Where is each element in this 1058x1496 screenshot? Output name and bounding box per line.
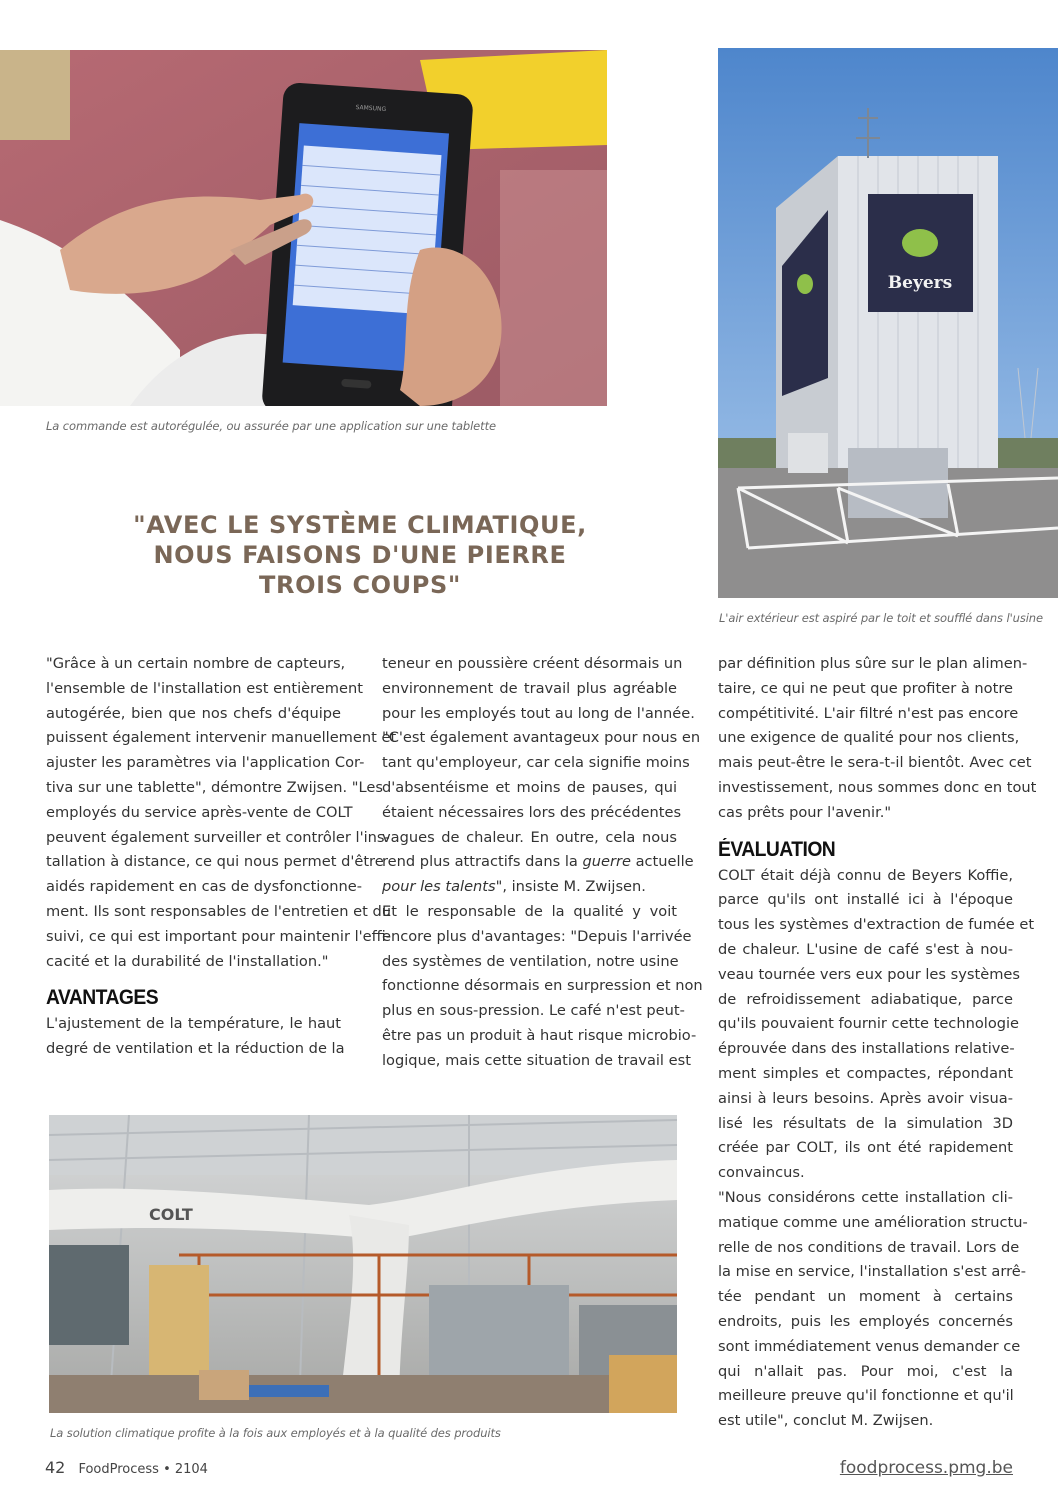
text-line xyxy=(382,850,694,875)
paragraph xyxy=(46,652,397,974)
text-line: relle de nos conditions de travail. Lors de xyxy=(718,1238,1020,1256)
text-line: sont immédiatement venus demander ce xyxy=(718,1337,1021,1355)
text-line: Et le responsable de la qualité y voit xyxy=(382,902,677,920)
paragraph xyxy=(718,864,1035,1186)
text-line: mais peut-être le sera-t-il bientôt. Avec cet xyxy=(718,754,1032,772)
text-line: ment. Ils sont responsables de l'entretien et du xyxy=(46,902,392,920)
text-line: "Nous considérons cette installation cli- xyxy=(718,1188,1013,1206)
text-line: qui n'allait pas. Pour moi, c'est la xyxy=(718,1362,1013,1380)
article-column-3 xyxy=(718,652,1037,1434)
text-line: pour les employés tout au long de l'année. xyxy=(382,704,695,722)
pull-quote-line: TROIS COUPS" xyxy=(259,571,461,599)
paragraph xyxy=(718,652,1037,826)
text-line: tous les systèmes d'extraction de fumée et xyxy=(718,916,1035,934)
text-line: peuvent également surveiller et contrôler l'ins- xyxy=(46,828,390,846)
text-line xyxy=(382,875,677,900)
building-caption: L'air extérieur est aspiré par le toit et soufflé dans l'usine xyxy=(719,611,1043,625)
colt-duct-logo: COLT xyxy=(149,1205,193,1224)
text-fragment: ", insiste M. Zwijsen. xyxy=(495,878,646,896)
text-line: encore plus d'avantages: "Depuis l'arrivée xyxy=(382,927,692,945)
text-line: veau tournée vers eux pour les systèmes xyxy=(718,965,1020,983)
article-column-2 xyxy=(382,652,703,1074)
text-line: tée pendant un moment à certains xyxy=(718,1288,1013,1306)
text-line: étaient nécessaires lors des précédentes xyxy=(382,803,682,821)
text-line: qu'ils pouvaient fournir cette technologie xyxy=(718,1015,1020,1033)
text-line: L'ajustement de la température, le haut xyxy=(46,1015,341,1033)
text-line: des systèmes de ventilation, notre usine xyxy=(382,952,679,970)
section-heading-avantages: AVANTAGES xyxy=(46,986,159,1010)
text-line: COLT était déjà connu de Beyers Koffie, xyxy=(718,866,1013,884)
text-line: endroits, puis les employés concernés xyxy=(718,1312,1013,1330)
text-line: tiva sur une tablette", démontre Zwijsen. "Les xyxy=(46,778,383,796)
page-number: 42 xyxy=(45,1458,66,1477)
text-line: plus en sous-pression. Le café n'est peut- xyxy=(382,1002,685,1020)
paragraph xyxy=(382,652,701,900)
text-line: parce qu'ils ont installé ici à l'époque xyxy=(718,891,1013,909)
text-line: une exigence de qualité pour nos clients, xyxy=(718,729,1020,747)
text-line: autogérée, bien que nos chefs d'équipe xyxy=(46,704,341,722)
text-fragment: actuelle xyxy=(630,853,694,871)
text-line: investissement, nous sommes donc en tout xyxy=(718,778,1037,796)
text-line: l'ensemble de l'installation est entièrement xyxy=(46,679,363,697)
text-line: de refroidissement adiabatique, parce xyxy=(718,990,1013,1008)
tablet-photo xyxy=(0,50,607,406)
text-line: fonctionne désormais en surpression et non xyxy=(382,977,703,995)
paragraph xyxy=(718,1186,1028,1434)
text-line: meilleure preuve qu'il fonctionne et qu'il xyxy=(718,1387,1014,1405)
factory-caption: La solution climatique profite à la fois aux employés et à la qualité des produits xyxy=(50,1426,501,1440)
text-line: être pas un produit à haut risque microbio- xyxy=(382,1026,697,1044)
text-line: vagues de chaleur. En outre, cela nous xyxy=(382,828,677,846)
factory-photo xyxy=(49,1115,677,1413)
text-line: de chaleur. L'usine de café s'est à nou- xyxy=(718,940,1013,958)
article-column-1 xyxy=(46,652,397,1062)
paragraph xyxy=(46,1012,345,1062)
text-line: logique, mais cette situation de travail est xyxy=(382,1051,691,1069)
pull-quote-line: NOUS FAISONS D'UNE PIERRE xyxy=(153,541,567,569)
italic-fragment: guerre xyxy=(582,853,631,871)
beyers-sign-text: Beyers xyxy=(887,273,953,293)
text-line: "C'est également avantageux pour nous en xyxy=(382,729,701,747)
text-line: créée par COLT, ils ont été rapidement xyxy=(718,1139,1013,1157)
text-line: la mise en service, l'installation s'est arrê- xyxy=(718,1263,1027,1281)
section-heading-evaluation: ÉVALUATION xyxy=(718,837,836,861)
publication-name: FoodProcess • 2104 xyxy=(78,1462,208,1477)
pull-quote-line: "AVEC LE SYSTÈME CLIMATIQUE, xyxy=(133,511,587,539)
text-line: ainsi à leurs besoins. Après avoir visua- xyxy=(718,1089,1013,1107)
text-line: "Grâce à un certain nombre de capteurs, xyxy=(46,655,346,672)
tablet-brand-text: SAMSUNG xyxy=(355,103,387,114)
text-line: cacité et la durabilité de l'installation." xyxy=(46,952,329,970)
text-line: aidés rapidement en cas de dysfonctionne- xyxy=(46,878,363,896)
text-line: par définition plus sûre sur le plan alimen- xyxy=(718,655,1028,672)
paragraph xyxy=(382,900,703,1074)
text-line: degré de ventilation et la réduction de la xyxy=(46,1040,345,1058)
text-line: éprouvée dans des installations relative- xyxy=(718,1040,1015,1058)
text-line: compétitivité. L'air filtré n'est pas encore xyxy=(718,704,1019,722)
pull-quote xyxy=(100,510,620,600)
page-footer xyxy=(45,1458,208,1477)
tablet-caption: La commande est autorégulée, ou assurée par une application sur une tablette xyxy=(46,419,496,433)
website-link[interactable]: foodprocess.pmg.be xyxy=(839,1458,1013,1478)
text-line: cas prêts pour l'avenir." xyxy=(718,803,892,821)
text-line: est utile", conclut M. Zwijsen. xyxy=(718,1412,934,1430)
text-fragment: rend plus attractifs dans la xyxy=(382,853,583,871)
text-line: matique comme une amélioration structu- xyxy=(718,1213,1028,1231)
text-line: suivi, ce qui est important pour maintenir l'effi- xyxy=(46,927,392,945)
text-line: teneur en poussière créent désormais un xyxy=(382,655,683,672)
text-line: tallation à distance, ce qui nous permet d'être xyxy=(46,853,384,871)
building-photo xyxy=(718,48,1058,598)
text-line: environnement de travail plus agréable xyxy=(382,679,677,697)
text-line: tant qu'employeur, car cela signifie moins xyxy=(382,754,690,772)
text-line: ajuster les paramètres via l'application Cor- xyxy=(46,754,365,772)
text-line: taire, ce qui ne peut que profiter à notre xyxy=(718,679,1013,697)
text-line: d'absentéisme et moins de pauses, qui xyxy=(382,778,677,796)
text-line: ment simples et compactes, répondant xyxy=(718,1064,1013,1082)
text-line: puissent également intervenir manuellement et xyxy=(46,729,397,747)
text-line: employés du service après-vente de COLT xyxy=(46,803,353,821)
italic-fragment: pour les talents xyxy=(382,878,496,896)
text-line: lisé les résultats de la simulation 3D xyxy=(718,1114,1013,1132)
text-line: convaincus. xyxy=(718,1164,805,1182)
